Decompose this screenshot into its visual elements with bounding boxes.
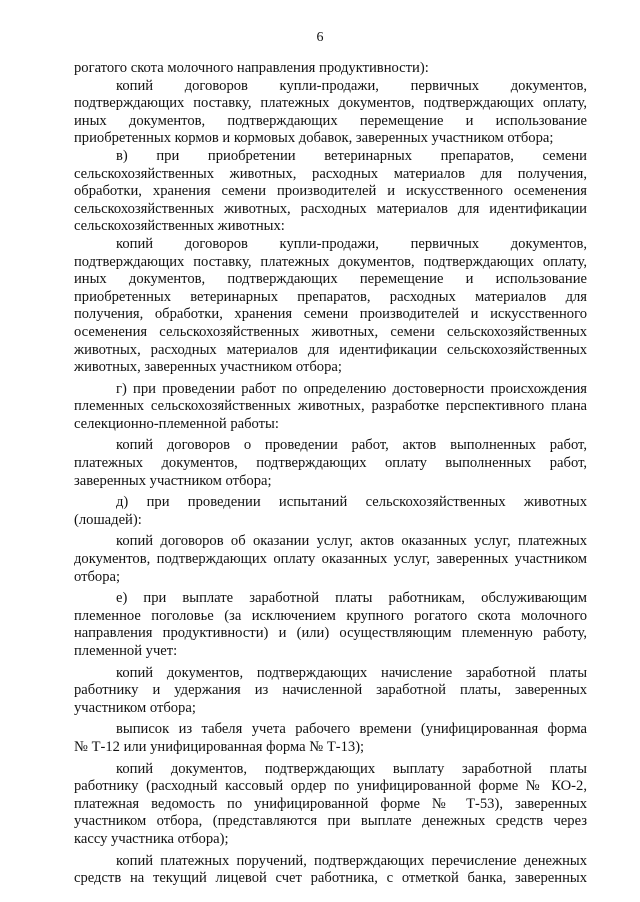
text-line: иных документов, подтверждающих перемещение и использование (74, 112, 587, 129)
text-line: подтверждающих поставку, платежных документов, подтверждающих оплату, (74, 253, 587, 270)
text-line: сельскохозяйственных животных: (74, 218, 285, 235)
page-number: 6 (316, 30, 324, 45)
text-line: направления продуктивности) и (или) осуществляющим племенную работу, (74, 625, 587, 642)
text-line: отбора; (74, 568, 121, 585)
text-line: получения, обработки, хранения семени производителей и искусственного (74, 306, 587, 323)
text-line: племенной учет: (74, 643, 178, 659)
text-line: селекционно-племенной работы: (74, 415, 279, 432)
text-line: е) при выплате заработной платы работникам, обслуживающим (116, 590, 587, 607)
text-line: копий договоров купли-продажи, первичных документов, (116, 77, 587, 94)
text-line: участником отбора; (74, 699, 196, 716)
text-line: в) при приобретении ветеринарных препаратов, семени (116, 147, 587, 164)
text-line: копий документов, подтверждающих начисление заработной платы (116, 664, 587, 681)
text-line: сельскохозяйственных животных, расходных материалов для получения, (74, 165, 587, 182)
text-line: обработки, хранения семени производителей и искусственного осеменения (74, 183, 587, 200)
text-line: копий платежных поручений, подтверждающих перечисление денежных (116, 852, 587, 869)
text-line: иных документов, подтверждающих перемещение и использование (74, 271, 587, 288)
text-line: сельскохозяйственных животных, расходных материалов для идентификации (74, 200, 587, 217)
text-line: работнику и удержания из начисленной заработной платы, заверенных (74, 682, 587, 699)
text-line: работнику (расходный кассовый ордер по унифицированной форме № КО-2, (74, 778, 587, 795)
text-line: кассу участника отбора); (74, 830, 229, 847)
text-line: племенное поголовье (за исключением крупного рогатого скота молочного (74, 607, 587, 624)
text-line: заверенных участником отбора; (74, 472, 272, 489)
text-line: приобретенных ветеринарных препаратов, расходных материалов для (74, 288, 587, 305)
text-line: подтверждающих поставку, платежных документов, подтверждающих оплату, (74, 95, 587, 112)
text-line: копий договоров купли-продажи, первичных документов, (116, 235, 587, 252)
text-line: платежных документов, подтверждающих оплату выполненных работ, (74, 455, 587, 472)
text-line: животных, расходных материалов для идентификации сельскохозяйственных (74, 341, 587, 358)
text-line: животных, заверенных участником отбора; (74, 359, 342, 376)
text-line: копий документов, подтверждающих выплату заработной платы (116, 760, 587, 777)
text-line: приобретенных кормов и кормовых добавок, заверенных участником отбора; (74, 130, 554, 147)
text-line: документов, подтверждающих оплату оказанных услуг, заверенных участником (74, 551, 587, 568)
document-body (74, 60, 587, 888)
text-line: племенных сельскохозяйственных животных, разработке перспективного плана (74, 398, 587, 415)
text-line: платежная ведомость по унифицированной форме № Т-53), заверенных (74, 795, 587, 812)
text-line: д) при проведении испытаний сельскохозяйственных животных (116, 494, 587, 511)
text-line: выписок из табеля учета рабочего времени (унифицированная форма (116, 721, 587, 738)
text-line: участником отбора, (представляются при выплате денежных средств через (74, 813, 587, 830)
text-line: осеменения сельскохозяйственных животных, семени сельскохозяйственных (74, 323, 587, 340)
text-line: г) при проведении работ по определению достоверности происхождения (116, 380, 587, 397)
text-line: копий договоров о проведении работ, актов выполненных работ, (116, 437, 587, 454)
text-line: рогатого скота молочного направления продуктивности): (74, 60, 429, 76)
text-line: (лошадей): (74, 511, 142, 528)
text-line: № Т-12 или унифицированная форма № Т-13); (74, 738, 365, 755)
text-line: средств на текущий лицевой счет работника, с отметкой банка, заверенных (74, 870, 587, 887)
text-line: копий договоров об оказании услуг, актов оказанных услуг, платежных (116, 533, 587, 550)
